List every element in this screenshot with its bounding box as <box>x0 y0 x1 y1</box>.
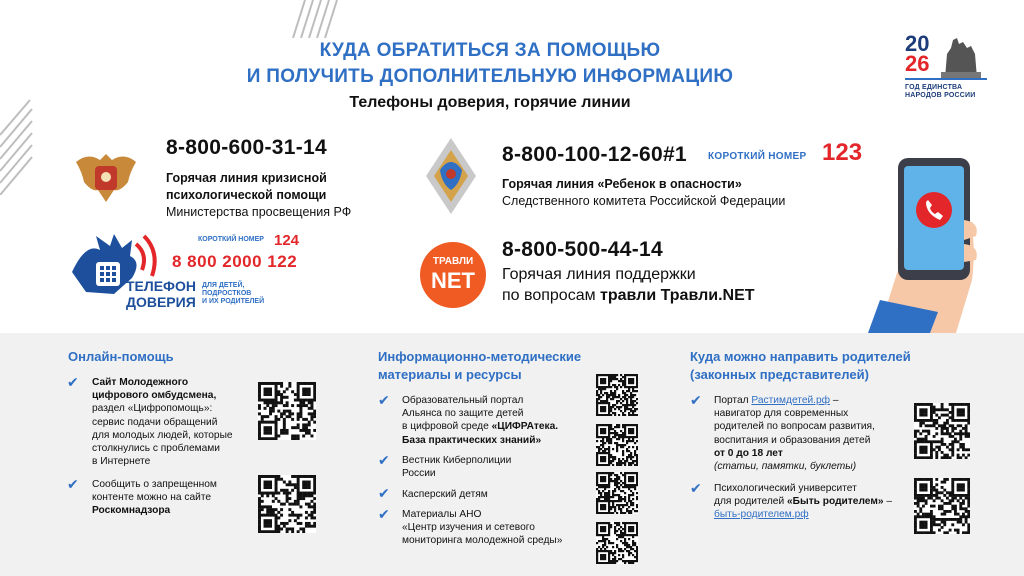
byt-roditelem-link[interactable]: быть-родителем.рф <box>714 509 809 521</box>
qr-code-ombudsman[interactable] <box>258 382 316 440</box>
investigative-short-label: КОРОТКИЙ НОМЕР <box>708 151 807 162</box>
materials-item-ano <box>402 508 562 548</box>
helpline-short-label: КОРОТКИЙ НОМЕР <box>198 236 264 243</box>
hand-with-phone-illustration <box>868 150 986 333</box>
year-top-digits: 20 <box>905 31 930 56</box>
helpline-for-line1: ДЛЯ ДЕТЕЙ, <box>202 282 245 289</box>
materials-item4-line2: «Центр изучения и сетевого <box>402 522 535 534</box>
check-icon: ✔ <box>67 374 79 390</box>
page-subtitle: Телефоны доверия, горячие линии <box>349 94 631 111</box>
online-item1-bold1: Сайт Молодежного <box>92 377 189 388</box>
qr-pattern <box>596 472 638 514</box>
online-item1-line3: раздел «Цифропомощь»: <box>92 403 213 415</box>
materials-item4-line1: Материалы АНО <box>402 509 482 520</box>
parents-item2-line2-suffix: – <box>883 496 893 508</box>
materials-item-kaspersky: Касперский детям <box>402 489 488 500</box>
rastimdetey-link[interactable]: Растимдетей.рф <box>751 395 831 406</box>
materials-item1-line3: в цифровой среде <box>402 421 492 433</box>
materials-item2-line1: Вестник Киберполиции <box>402 455 512 466</box>
qr-pattern <box>596 522 638 564</box>
investigative-line1: Горячая линия «Ребенок в опасности» <box>502 177 742 191</box>
monument-icon <box>935 34 985 78</box>
check-icon: ✔ <box>67 476 79 492</box>
parents-title <box>690 348 911 384</box>
qr-pattern <box>258 475 316 533</box>
online-item1-line5: для молодых людей, которые <box>92 429 233 441</box>
travli-phone[interactable]: 8-800-500-44-14 <box>502 238 663 261</box>
helpline-word1: ТЕЛЕФОН <box>126 278 196 294</box>
parents-item2-line2-bold: «Быть родителем» <box>787 496 884 508</box>
check-icon: ✔ <box>690 392 702 408</box>
materials-item-cyberpolice <box>402 454 511 480</box>
travli-line2-prefix: по вопросам <box>502 287 601 304</box>
parents-item1-line2: навигатор для современных <box>714 408 849 420</box>
qr-code-byt-roditelem[interactable] <box>914 478 970 534</box>
online-item2-line2: контенте можно на сайте <box>92 492 212 504</box>
online-help-title: Онлайн-помощь <box>68 349 174 364</box>
online-item2-line1: Сообщить о запрещенном <box>92 479 217 490</box>
parents-item2-line1: Психологический университет <box>714 483 857 494</box>
page-title-line1: КУДА ОБРАТИТЬСЯ ЗА ПОМОЩЬЮ <box>319 40 661 61</box>
travli-logo-line1: ТРАВЛИ <box>432 256 474 267</box>
parents-title-line2: (законных представителей) <box>690 367 869 382</box>
materials-item2-line2: России <box>402 468 436 480</box>
helpline-phone[interactable]: 8 800 2000 122 <box>172 252 298 271</box>
ministry-phone[interactable]: 8-800-600-31-14 <box>166 136 327 159</box>
materials-item1-line2: Альянса по защите детей <box>402 408 524 420</box>
helpline-for-line3: И ИХ РОДИТЕЛЕЙ <box>202 298 265 305</box>
parents-item2-line2-prefix: для родителей <box>714 496 787 508</box>
travli-net-logo <box>420 242 486 308</box>
parents-item1-suffix: – <box>830 395 839 406</box>
investigative-short-number[interactable]: 123 <box>822 139 863 166</box>
parents-title-line1: Куда можно направить родителей <box>690 349 911 364</box>
ministry-eagle-emblem-icon <box>68 146 144 210</box>
online-item1-line6: столкнулись с проблемами <box>92 443 220 455</box>
investigative-description <box>502 176 785 210</box>
online-item2-bold: Роскомнадзора <box>92 505 171 517</box>
helpline-short-number[interactable]: 124 <box>274 232 300 249</box>
travli-line2-bold: травли Травли.NET <box>600 287 755 304</box>
helpline-audience <box>202 282 264 306</box>
qr-code-kaspersky[interactable] <box>596 472 638 514</box>
year-caption-line1: ГОД ЕДИНСТВА <box>905 84 963 91</box>
qr-pattern <box>914 478 970 534</box>
investigative-line2: Следственного комитета Российской Федерации <box>502 194 786 208</box>
year-caption-line2: НАРОДОВ РОССИИ <box>905 92 976 99</box>
check-icon: ✔ <box>690 480 702 496</box>
year-of-unity-logo <box>905 31 987 106</box>
helpline-for-line2: ПОДРОСТКОВ <box>202 290 252 297</box>
materials-title-line1: Информационно-методические <box>378 349 582 364</box>
parents-item1-line3: родителей по вопросам развития, <box>714 421 875 433</box>
ministry-description <box>166 170 351 221</box>
online-item1-bold2: цифрового омбудсмена, <box>92 390 217 402</box>
year-logo-divider <box>905 78 987 80</box>
qr-code-cifrateka[interactable] <box>596 374 638 416</box>
helpline-word2: ДОВЕРИЯ <box>126 294 196 310</box>
materials-item1-line1: Образовательный портал <box>402 395 524 406</box>
online-item-ombudsman <box>92 376 233 468</box>
materials-item-cifrateka <box>402 394 558 447</box>
parents-item1-line5-bold: от 0 до 18 лет <box>714 447 783 459</box>
qr-code-rastimdetey[interactable] <box>914 403 970 459</box>
qr-pattern <box>596 374 638 416</box>
parents-item1-line6-italic: (статьи, памятки, буклеты) <box>714 461 857 473</box>
travli-logo-line2: NET <box>431 268 475 293</box>
qr-pattern <box>914 403 970 459</box>
parents-item1-prefix: Портал <box>714 395 752 406</box>
materials-item1-line3-bold: «ЦИФРАтека. <box>491 421 559 433</box>
parents-item1-line4: воспитания и образования детей <box>714 434 871 446</box>
online-item1-line4: сервис подачи обращений <box>92 416 218 428</box>
page-title-line2: И ПОЛУЧИТЬ ДОПОЛНИТЕЛЬНУЮ ИНФОРМАЦИЮ <box>246 66 734 87</box>
qr-code-roskomnadzor[interactable] <box>258 475 316 533</box>
investigative-phone[interactable]: 8-800-100-12-60#1 <box>502 143 687 166</box>
qr-code-cyberpolice[interactable] <box>596 424 638 466</box>
online-item-roskomnadzor <box>92 478 217 518</box>
travli-description <box>502 264 755 306</box>
online-item1-line7: в Интернете <box>92 456 151 468</box>
materials-item4-line3: мониторинга молодежной среды» <box>402 535 563 547</box>
parents-item-university <box>714 482 892 522</box>
qr-pattern <box>596 424 638 466</box>
year-bottom-digits: 26 <box>905 51 930 76</box>
qr-code-ano[interactable] <box>596 522 638 564</box>
parents-item-rastimdetey <box>714 394 875 473</box>
ministry-line1: Горячая линия кризисной <box>166 171 327 185</box>
helpline-logo <box>66 232 311 314</box>
check-icon: ✔ <box>378 392 390 408</box>
qr-pattern <box>258 382 316 440</box>
investigative-committee-emblem-icon <box>416 136 486 216</box>
travli-line1: Горячая линия поддержки <box>502 266 696 283</box>
check-icon: ✔ <box>378 506 390 522</box>
decorative-stripes-top <box>285 0 345 38</box>
ministry-line2: психологической помощи <box>166 188 327 202</box>
ministry-line3: Министерства просвещения РФ <box>166 205 352 219</box>
materials-title <box>378 348 581 384</box>
decorative-stripes-left <box>0 95 40 195</box>
check-icon: ✔ <box>378 485 390 501</box>
materials-title-line2: материалы и ресурсы <box>378 367 522 382</box>
materials-item1-line4-bold: База практических знаний» <box>402 434 542 446</box>
check-icon: ✔ <box>378 452 390 468</box>
